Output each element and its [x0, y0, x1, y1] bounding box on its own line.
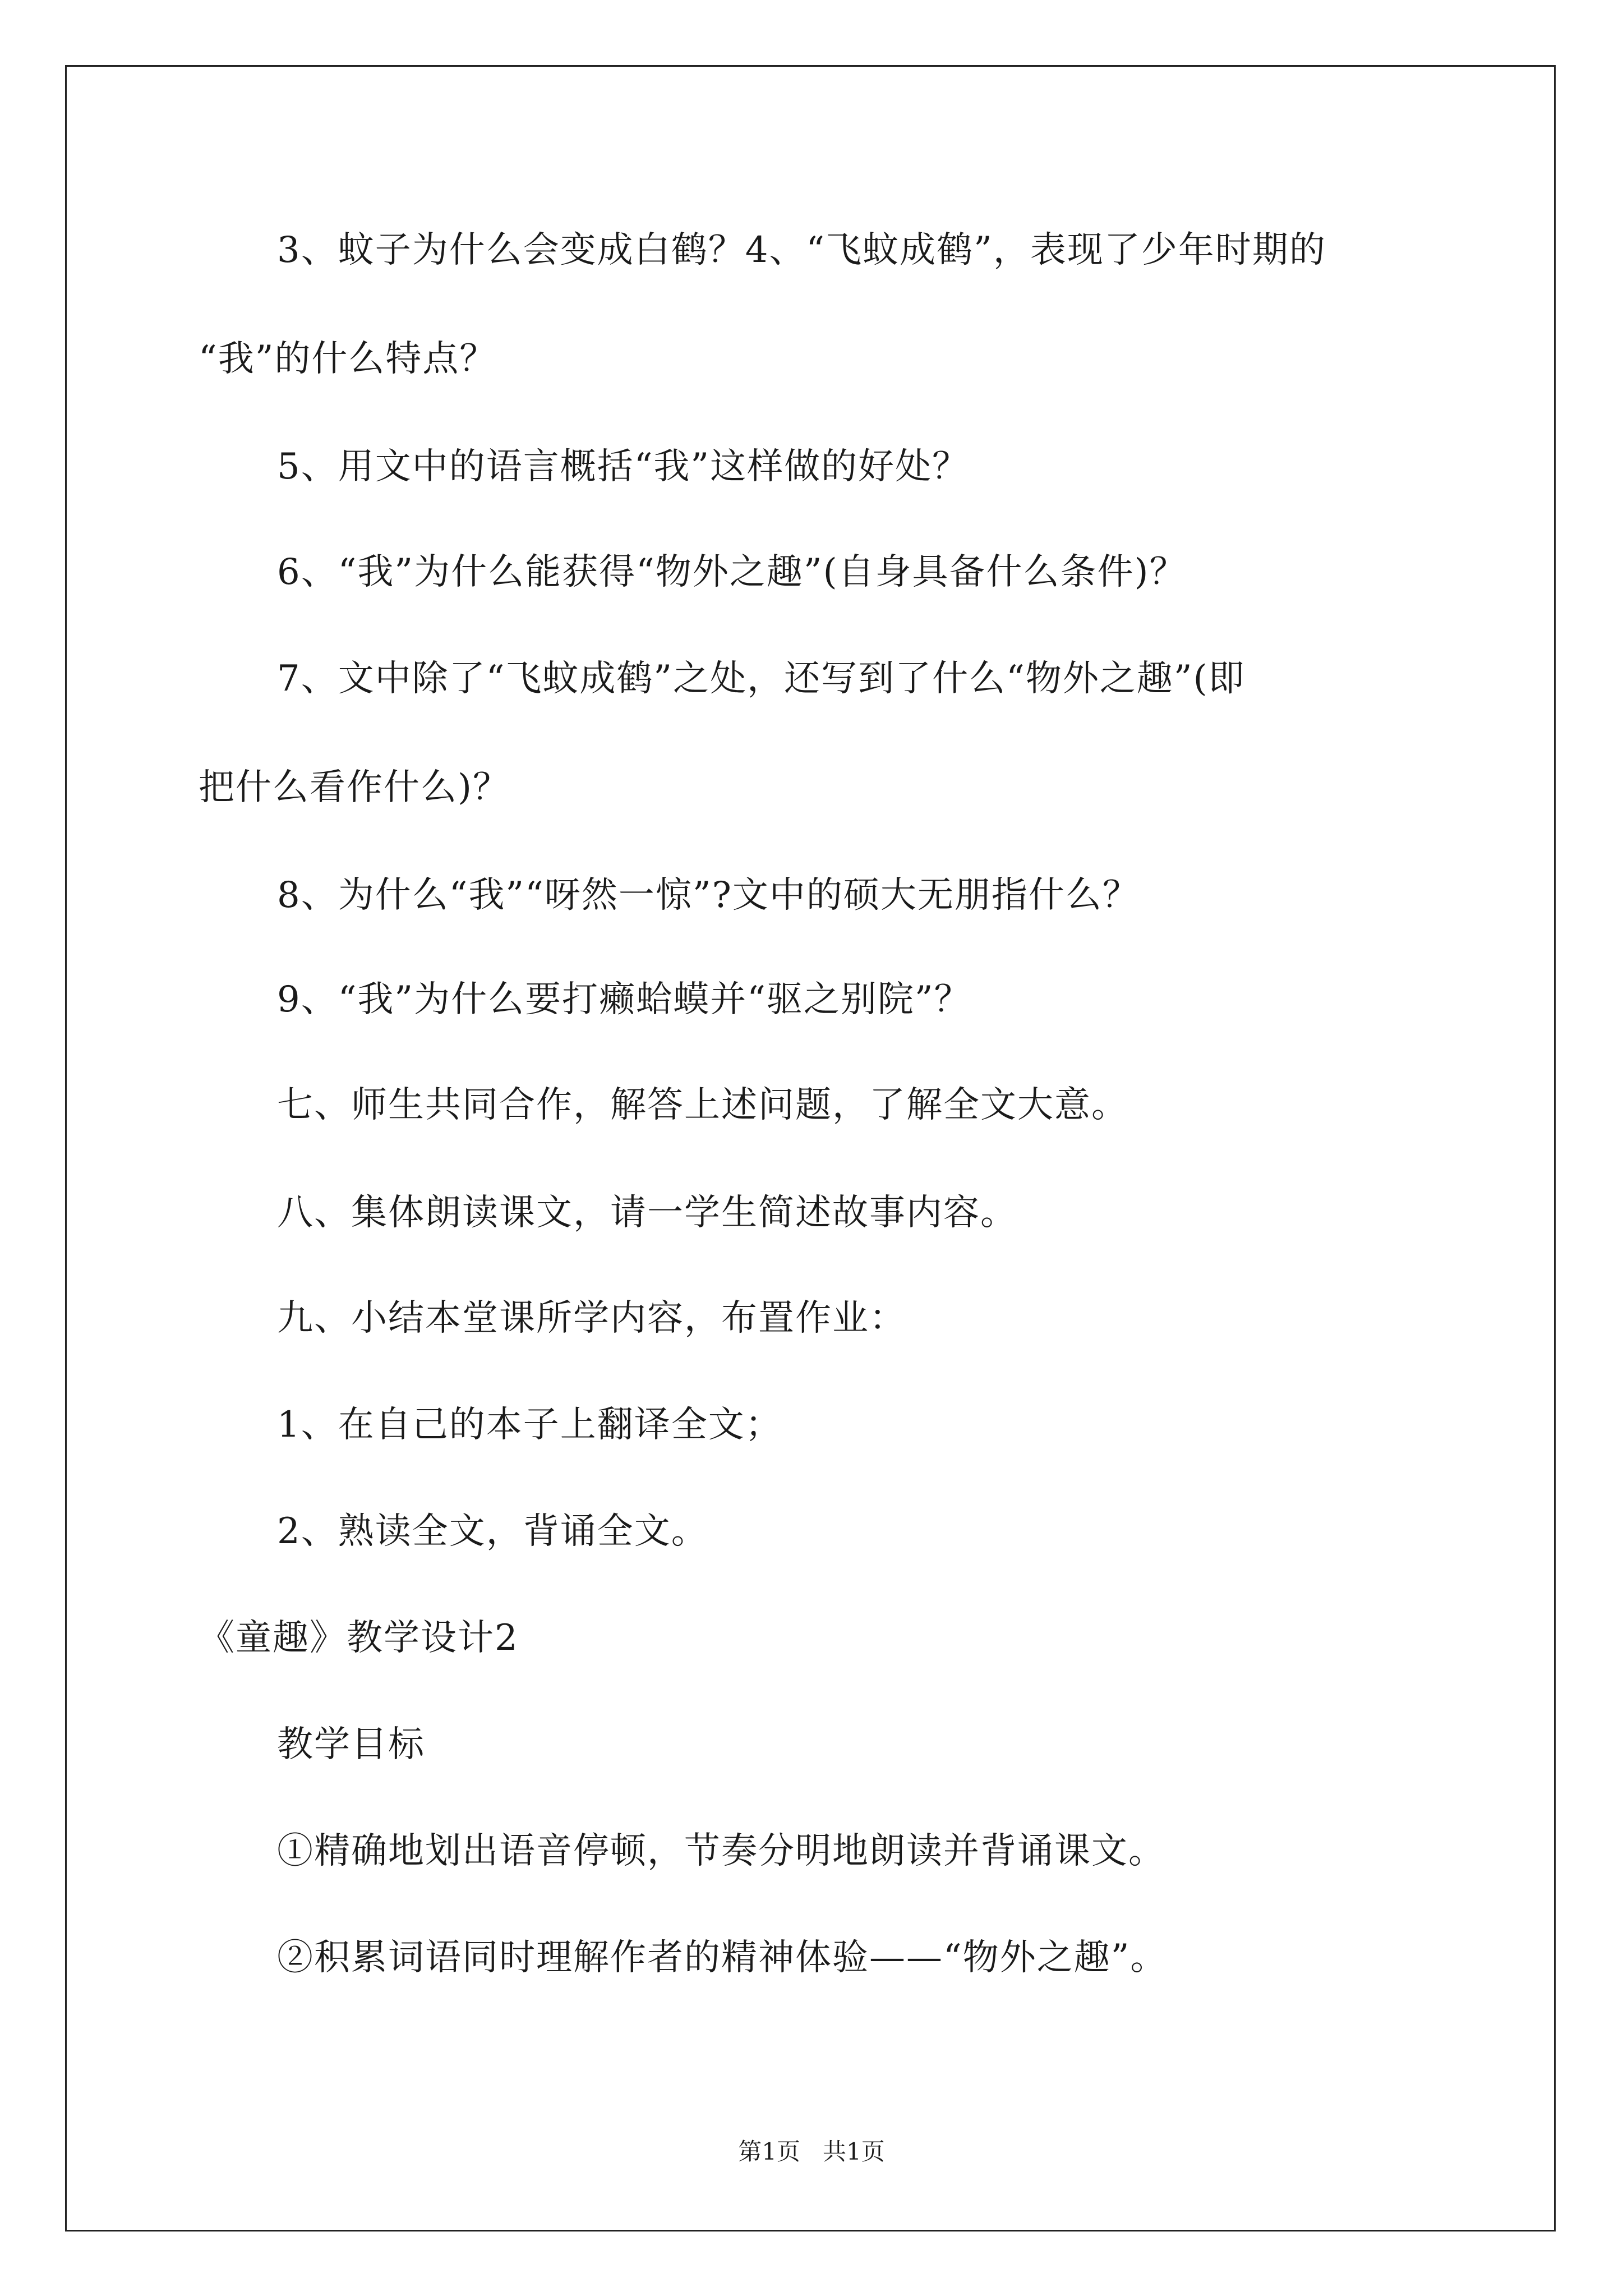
question-7-line-2: 把什么看作什么)？: [199, 767, 510, 808]
page-border: [65, 65, 1556, 2231]
step-7: 七、师生共同合作，解答上述问题，了解全文大意。: [277, 1084, 1128, 1126]
objective-1: ①精确地划出语音停顿，节奏分明地朗读并背诵课文。: [277, 1830, 1165, 1872]
page-indicator: 第1页 共1页: [738, 2138, 885, 2165]
section-heading: 《童趣》教学设计2: [199, 1617, 519, 1659]
objective-2: ②积累词语同时理解作者的精神体验——“物外之趣”。: [277, 1937, 1168, 1978]
question-5: 5、用文中的语言概括“我”这样做的好处？: [277, 446, 970, 487]
homework-1: 1、在自己的本子上翻译全文；: [277, 1404, 782, 1446]
step-9: 九、小结本堂课所学内容，布置作业：: [277, 1297, 906, 1339]
question-7-line-1: 7、文中除了“飞蚊成鹤”之处，还写到了什么“物外之趣”(即: [277, 658, 1246, 700]
question-9: 9、“我”为什么要打癞蛤蟆并“驱之别院”？: [277, 979, 971, 1020]
question-3-4-line-2: “我”的什么特点？: [199, 338, 497, 380]
question-3-4-line-1: 3、蚊子为什么会变成白鹤？4、“飞蚊成鹤”，表现了少年时期的: [277, 229, 1326, 271]
step-8: 八、集体朗读课文，请一学生简述故事内容。: [277, 1192, 1017, 1234]
question-6: 6、“我”为什么能获得“物外之趣”(自身具备什么条件)？: [277, 551, 1187, 593]
homework-2: 2、熟读全文，背诵全文。: [277, 1511, 708, 1552]
question-8: 8、为什么“我”“呀然一惊”?文中的硕大无朋指什么？: [277, 875, 1140, 916]
teaching-objectives-heading: 教学目标: [277, 1724, 425, 1765]
